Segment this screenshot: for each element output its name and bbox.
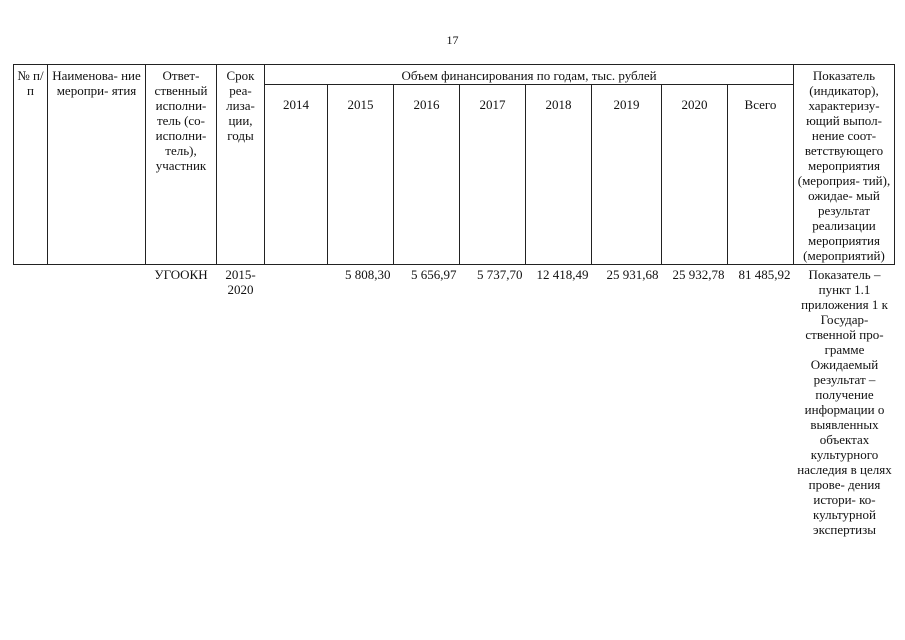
row-value-2018: 12 418,49 — [536, 267, 589, 282]
row-value-2016: 5 656,97 — [411, 267, 457, 282]
row-indicator: Показатель – пункт 1.1 приложения 1 к Государ- ственной про- грамме Ожидаемый результат – получение информации о выявленных объектах культурного наследия в целях прове- дения истори- ко-культурной экспертизы — [797, 267, 892, 537]
header-responsible: Ответ- ственный исполни- тель (со- исполни- тель), участник — [146, 65, 217, 265]
header-year-2018: 2018 — [526, 85, 592, 265]
header-num: № п/п — [14, 65, 48, 265]
funding-table — [13, 64, 895, 537]
header-funding: Объем финансирования по годам, тыс. рублей — [265, 65, 794, 85]
row-value-2020: 25 932,78 — [672, 267, 725, 282]
row-term: 2015- 2020 — [225, 267, 256, 297]
header-year-2016: 2016 — [394, 85, 460, 265]
header-indicator: Показатель (индикатор), характеризу- ющий выпол- нение соот- ветствующего мероприятия (мероприя- тий), ожидае- мый результат реализации мероприятия (мероприятий) — [794, 65, 895, 265]
page-number: 17 — [446, 33, 459, 47]
header-row — [14, 65, 895, 85]
header-year-2015: 2015 — [328, 85, 394, 265]
header-year-2017: 2017 — [460, 85, 526, 265]
table-row — [14, 265, 895, 538]
row-name — [48, 265, 146, 538]
row-num — [14, 265, 48, 538]
header-term: Срок реа- лиза- ции, годы — [217, 65, 265, 265]
row-value-2015: 5 808,30 — [345, 267, 391, 282]
row-responsible: УГООКН — [154, 267, 208, 282]
row-value-2019: 25 931,68 — [606, 267, 659, 282]
header-name: Наименова- ние меропри- ятия — [48, 65, 146, 265]
header-year-2014: 2014 — [265, 85, 328, 265]
header-total: Всего — [728, 85, 794, 265]
header-year-2019: 2019 — [592, 85, 662, 265]
row-value-total: 81 485,92 — [738, 267, 791, 282]
header-year-2020: 2020 — [662, 85, 728, 265]
row-value-2014 — [265, 265, 328, 538]
row-value-2017: 5 737,70 — [477, 267, 523, 282]
